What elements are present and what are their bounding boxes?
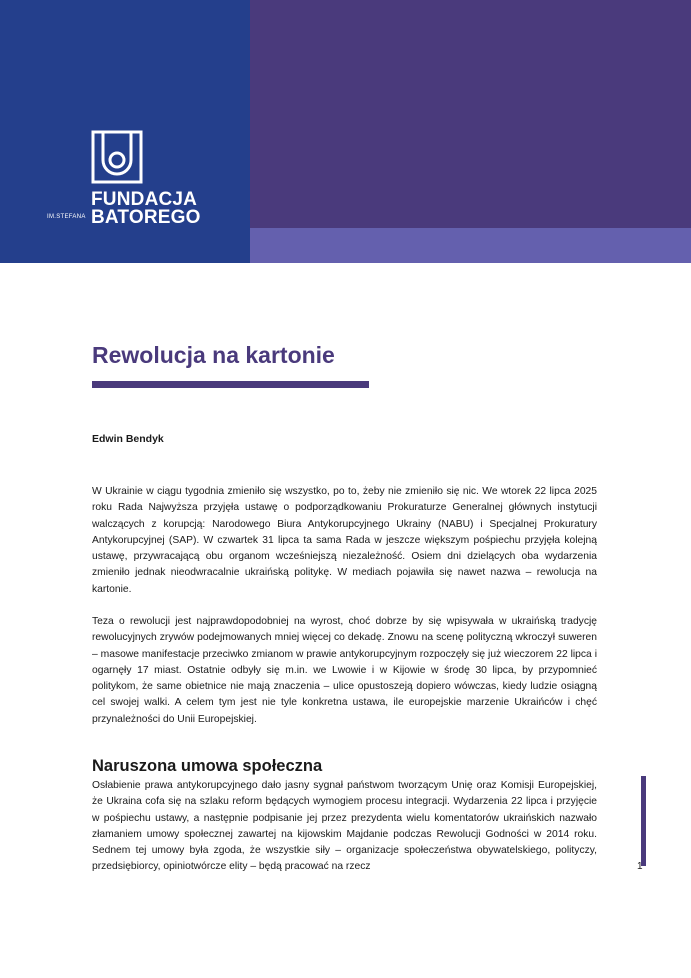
- page-number: 1: [637, 861, 643, 872]
- header-purple-panel: [250, 0, 691, 228]
- article-paragraph: Teza o rewolucji jest najprawdopodobniej na wyrost, choć dobrze by się wpisywała w ukraińską tradycję rewolucyjnych zrywów podejmowanych mniej więcej co dekadę. Znowu na scenę polityczną wkroczył suweren – masowe manifestacje przeciwko zmianom w prawie antykorupcyjnym rozpoczęły się już wieczorem 22 lipca i ogarnęły 17 miast. Ostatnie odbyły się m.in. we Lwowie i w Kijowie w środę 30 lipca, by przypomnieć politykom, że same obietnice nie mają znaczenia – ulice opustoszeją dopiero wówczas, kiedy ludzie osiągną cel swojej walki. A celem tym jest nie tyle konkretna ustawa, ile europejskie marzenie Ukraińców i chęć przynależności do Unii Europejskiej.: [92, 616, 597, 725]
- logo-small-text: IM.STEFANA: [47, 214, 86, 220]
- logo-name-line1: FUNDACJA: [91, 189, 198, 210]
- logo-name-line2: BATOREGO: [91, 207, 201, 228]
- page-title: Rewolucja na kartonie: [92, 342, 335, 368]
- article-paragraph: W Ukrainie w ciągu tygodnia zmieniło się wszystko, po to, żeby nie zmieniło się nic. We wtorek 22 lipca 2025 roku Rada Najwyższa przyjęła ustawę o podporządkowaniu Prokuraturze Generalnej głównych instytucji walczących z korupcją: Narodowego Biura Antykorupcyjnego Ukrainy (NABU) i Specjalnej Prokuratury Antykorupcyjnej (SAP). W czwartek 31 lipca ta sama Rada w jeszcze większym pośpiechu przyjęła kolejną ustawę, przywracającą obu organom wcześniejszą niezależność. Osiem dni dzielących oba wydarzenia zmieniło jednak nieodwracalnie ukraińską politykę. W mediach pojawiła się nawet nazwa – rewolucja na kartonie.: [92, 486, 597, 595]
- title-underline: [92, 381, 369, 388]
- logo-name: [91, 191, 201, 227]
- section-paragraph: Osłabienie prawa antykorupcyjnego dało jasny sygnał państwom tworzącym Unię oraz Komisji Europejskiej, że Ukraina cofa się na szlaku reform będących wymogiem procesu integracji. Wydarzenia 22 lipca i przyjęcie w pośpiechu ustawy, a następnie podpisanie jej przez prezydenta wielu komentatorów ukraińskich nazwało złamaniem umowy społecznej zawartej na kijowskim Majdanie podczas Rewolucji Godności w 2014 roku. Sednem tej umowy była zgoda, że wszystkie siły – organizacje społeczeństwa obywatelskiego, polityczy, przedsiębiorcy, opiniotwórcze elity – będą pracować na rzecz: [92, 780, 597, 873]
- section-heading: Naruszona umowa społeczna: [92, 757, 323, 775]
- author-name: Edwin Bendyk: [92, 433, 164, 445]
- side-accent-bar: [641, 776, 646, 866]
- header-lavender-stripe: [250, 228, 691, 263]
- foundation-logo-icon: [91, 130, 143, 184]
